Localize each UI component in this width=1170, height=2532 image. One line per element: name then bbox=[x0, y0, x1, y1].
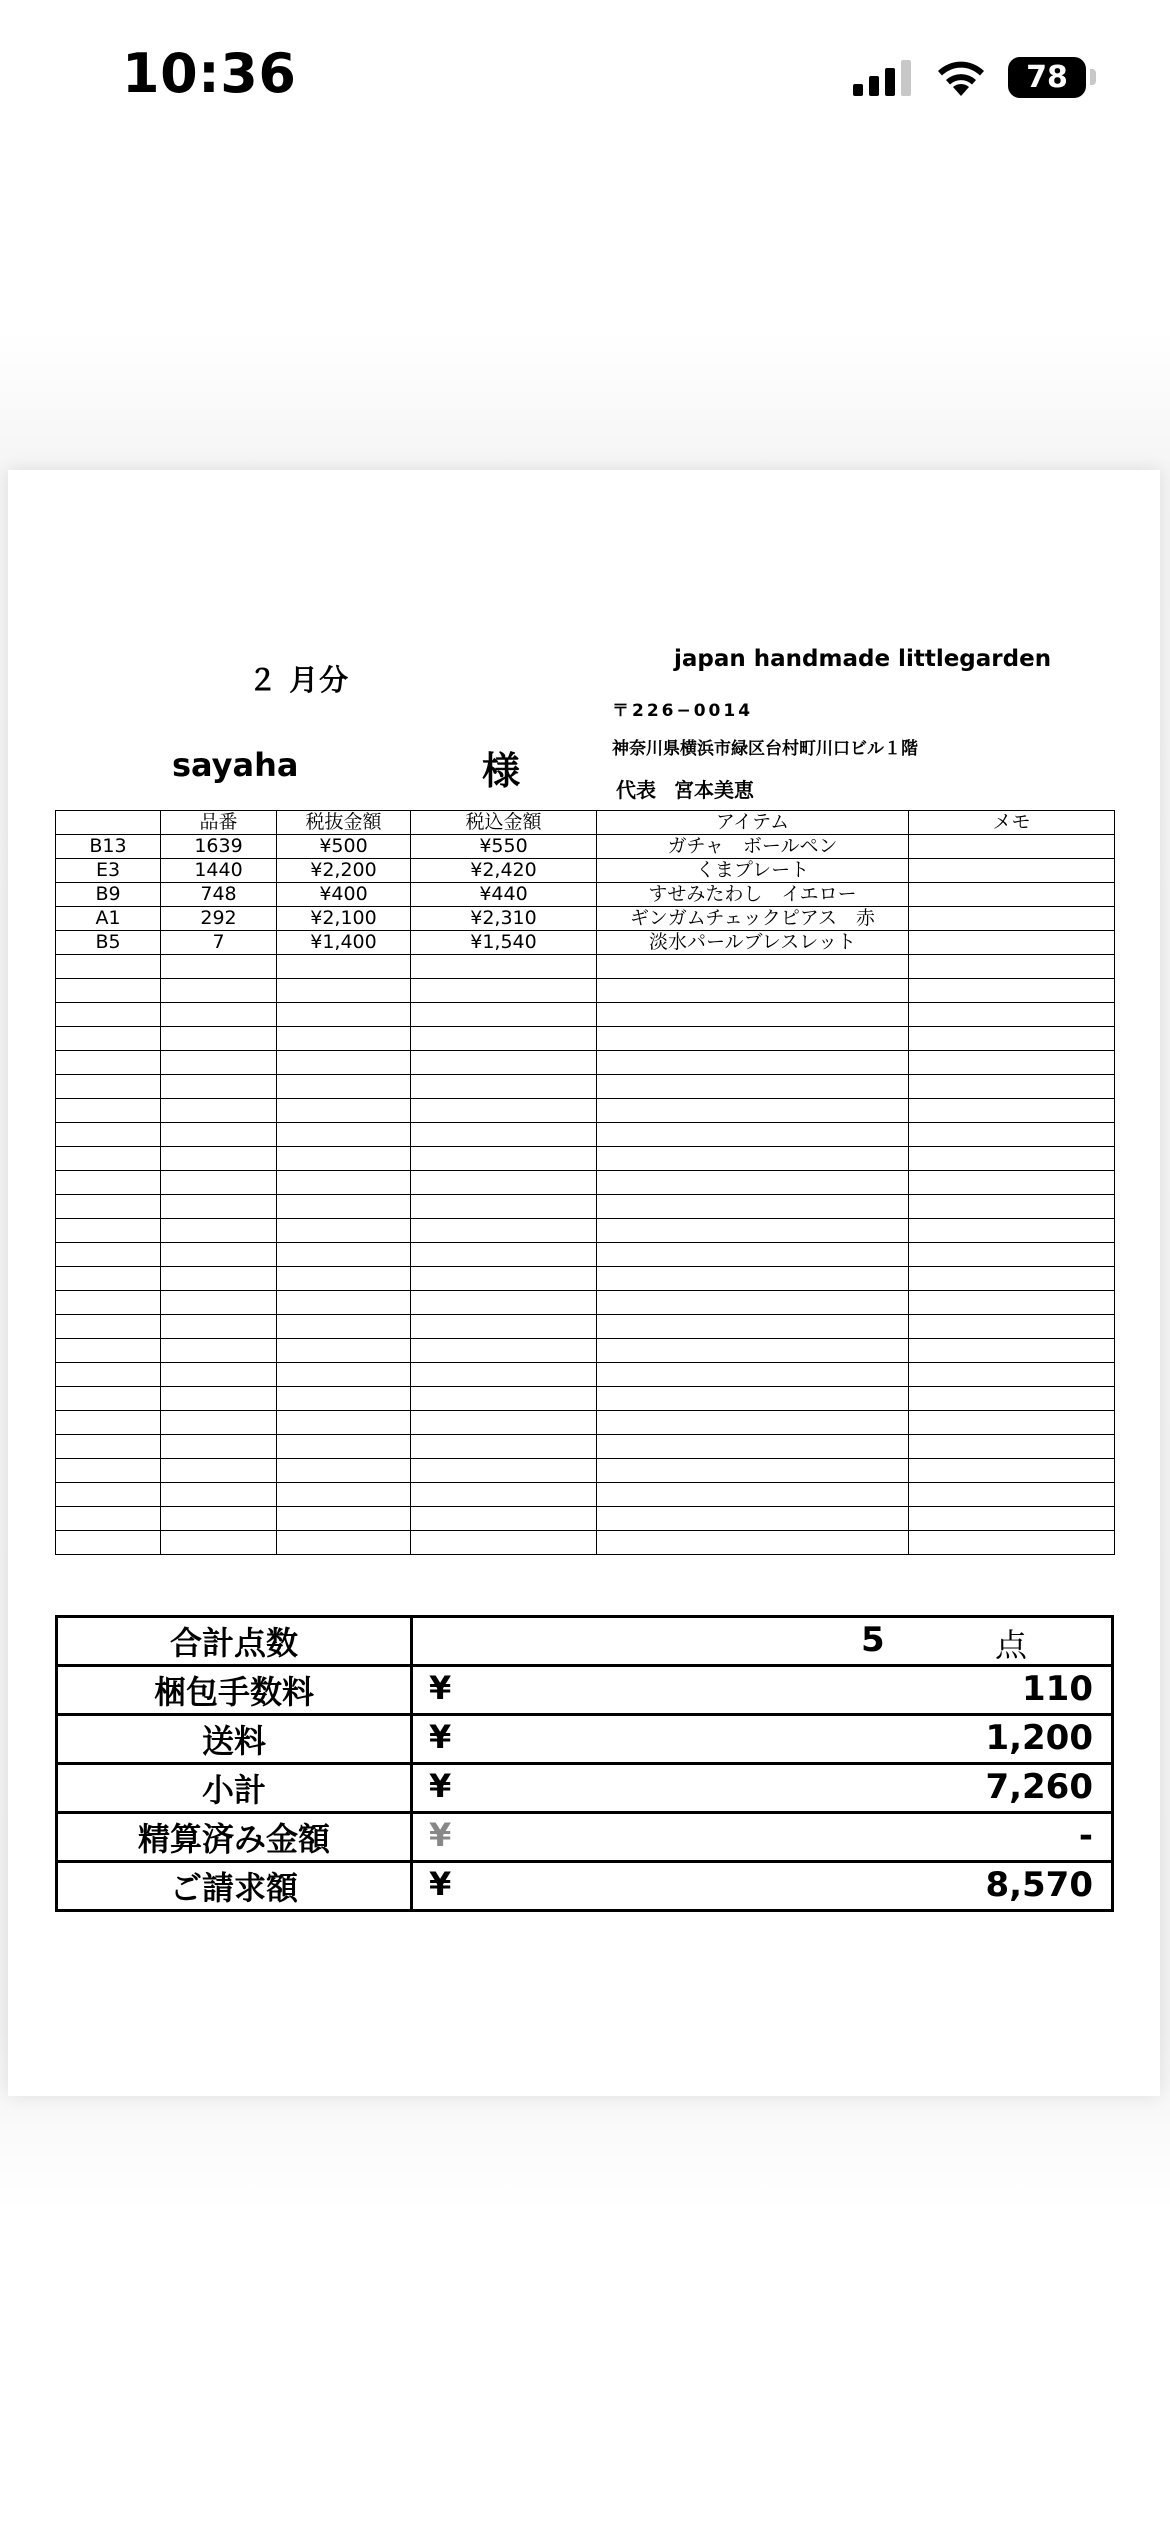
empty-cell bbox=[597, 1243, 909, 1267]
empty-cell bbox=[277, 979, 411, 1003]
empty-cell bbox=[56, 1531, 161, 1555]
empty-cell bbox=[597, 1291, 909, 1315]
empty-cell bbox=[277, 1147, 411, 1171]
empty-cell bbox=[161, 1363, 277, 1387]
empty-cell bbox=[411, 1339, 597, 1363]
cell-memo bbox=[909, 931, 1115, 955]
empty-cell bbox=[161, 1459, 277, 1483]
empty-cell bbox=[597, 1003, 909, 1027]
representative bbox=[616, 774, 754, 803]
empty-table-row bbox=[56, 1435, 1115, 1459]
empty-cell bbox=[277, 1483, 411, 1507]
header-price-excl-tax: 税抜金額 bbox=[277, 811, 411, 835]
empty-cell bbox=[277, 1123, 411, 1147]
empty-cell bbox=[909, 1507, 1115, 1531]
representative-name: 宮本美恵 bbox=[674, 778, 754, 802]
empty-cell bbox=[909, 1387, 1115, 1411]
empty-cell bbox=[56, 1339, 161, 1363]
empty-cell bbox=[277, 955, 411, 979]
yen-sign: ¥ bbox=[429, 1669, 452, 1707]
empty-cell bbox=[411, 1027, 597, 1051]
summary-amount: - bbox=[1078, 1816, 1093, 1856]
empty-table-row bbox=[56, 1099, 1115, 1123]
empty-cell bbox=[597, 1459, 909, 1483]
empty-cell bbox=[161, 1291, 277, 1315]
yen-sign: ¥ bbox=[429, 1816, 452, 1854]
cell-price-incl-tax: ¥550 bbox=[411, 835, 597, 859]
items-header-row bbox=[56, 811, 1115, 835]
summary-value-cell bbox=[412, 1666, 1113, 1715]
empty-cell bbox=[56, 1435, 161, 1459]
empty-cell bbox=[161, 1219, 277, 1243]
summary-amount: 7,260 bbox=[985, 1767, 1093, 1807]
cell-price-incl-tax: ¥1,540 bbox=[411, 931, 597, 955]
empty-cell bbox=[56, 1003, 161, 1027]
cell-price-excl-tax: ¥400 bbox=[277, 883, 411, 907]
empty-table-row bbox=[56, 1459, 1115, 1483]
empty-cell bbox=[909, 1363, 1115, 1387]
empty-cell bbox=[161, 1099, 277, 1123]
empty-cell bbox=[277, 1243, 411, 1267]
table-row bbox=[56, 835, 1115, 859]
empty-cell bbox=[277, 1387, 411, 1411]
empty-cell bbox=[161, 1315, 277, 1339]
cell-item: くまプレート bbox=[597, 859, 909, 883]
summary-row-total-count bbox=[57, 1617, 1113, 1666]
empty-cell bbox=[909, 1219, 1115, 1243]
empty-cell bbox=[411, 1315, 597, 1339]
empty-cell bbox=[277, 1531, 411, 1555]
summary-amount: 110 bbox=[1022, 1669, 1093, 1709]
empty-cell bbox=[161, 1243, 277, 1267]
empty-cell bbox=[411, 1051, 597, 1075]
cell-price-incl-tax: ¥2,420 bbox=[411, 859, 597, 883]
empty-cell bbox=[161, 1147, 277, 1171]
empty-cell bbox=[277, 1051, 411, 1075]
header-item: アイテム bbox=[597, 811, 909, 835]
empty-cell bbox=[411, 1291, 597, 1315]
empty-cell bbox=[597, 1123, 909, 1147]
empty-cell bbox=[597, 1171, 909, 1195]
battery-cap bbox=[1090, 69, 1096, 85]
cell-item: ギンガムチェックピアス 赤 bbox=[597, 907, 909, 931]
empty-cell bbox=[277, 1291, 411, 1315]
empty-cell bbox=[411, 1195, 597, 1219]
customer-name: sayaha bbox=[172, 746, 299, 784]
empty-table-row bbox=[56, 1531, 1115, 1555]
empty-cell bbox=[161, 1171, 277, 1195]
empty-cell bbox=[597, 1387, 909, 1411]
empty-cell bbox=[161, 1411, 277, 1435]
empty-table-row bbox=[56, 955, 1115, 979]
empty-cell bbox=[161, 1003, 277, 1027]
empty-cell bbox=[56, 1291, 161, 1315]
empty-cell bbox=[597, 1507, 909, 1531]
header-price-incl-tax: 税込金額 bbox=[411, 811, 597, 835]
summary-amount: 1,200 bbox=[985, 1718, 1093, 1758]
empty-cell bbox=[56, 1099, 161, 1123]
empty-cell bbox=[161, 1051, 277, 1075]
empty-cell bbox=[411, 1435, 597, 1459]
summary-label: 精算済み金額 bbox=[57, 1813, 412, 1862]
empty-cell bbox=[56, 1075, 161, 1099]
empty-cell bbox=[597, 1027, 909, 1051]
empty-cell bbox=[56, 955, 161, 979]
empty-cell bbox=[56, 1243, 161, 1267]
summary-row bbox=[57, 1715, 1113, 1764]
empty-cell bbox=[597, 1195, 909, 1219]
empty-cell bbox=[161, 1267, 277, 1291]
empty-table-row bbox=[56, 1507, 1115, 1531]
summary-value-cell bbox=[412, 1715, 1113, 1764]
empty-cell bbox=[909, 1003, 1115, 1027]
summary-amount: 8,570 bbox=[985, 1865, 1093, 1905]
summary-row bbox=[57, 1813, 1113, 1862]
empty-table-row bbox=[56, 1003, 1115, 1027]
header-memo: メモ bbox=[909, 811, 1115, 835]
invoice-month: ２ 月分 bbox=[248, 663, 350, 697]
cell-product-number: 748 bbox=[161, 883, 277, 907]
cell-product-number: 1440 bbox=[161, 859, 277, 883]
empty-cell bbox=[277, 1459, 411, 1483]
empty-cell bbox=[597, 1483, 909, 1507]
postal-code: 〒226−0014 bbox=[612, 701, 754, 721]
cell-code: E3 bbox=[56, 859, 161, 883]
empty-table-row bbox=[56, 1387, 1115, 1411]
summary-row bbox=[57, 1862, 1113, 1911]
empty-cell bbox=[411, 1171, 597, 1195]
total-count-unit: 点 bbox=[995, 1626, 1028, 1664]
empty-cell bbox=[277, 1219, 411, 1243]
status-time: 10:36 bbox=[122, 42, 297, 105]
empty-cell bbox=[277, 1099, 411, 1123]
empty-cell bbox=[411, 1003, 597, 1027]
empty-cell bbox=[56, 1195, 161, 1219]
cell-item: ガチャ ボールペン bbox=[597, 835, 909, 859]
empty-cell bbox=[56, 1027, 161, 1051]
empty-cell bbox=[597, 1267, 909, 1291]
empty-cell bbox=[161, 1339, 277, 1363]
empty-cell bbox=[411, 1483, 597, 1507]
honorific: 様 bbox=[482, 749, 521, 793]
summary-label: 小計 bbox=[57, 1764, 412, 1813]
summary-row bbox=[57, 1666, 1113, 1715]
total-count-value: 5 bbox=[861, 1620, 885, 1660]
empty-cell bbox=[277, 1507, 411, 1531]
empty-cell bbox=[56, 1363, 161, 1387]
empty-cell bbox=[411, 1507, 597, 1531]
cell-memo bbox=[909, 859, 1115, 883]
empty-cell bbox=[909, 1195, 1115, 1219]
empty-cell bbox=[909, 1147, 1115, 1171]
empty-cell bbox=[277, 1315, 411, 1339]
empty-table-row bbox=[56, 1123, 1115, 1147]
cell-product-number: 7 bbox=[161, 931, 277, 955]
empty-cell bbox=[277, 1003, 411, 1027]
empty-cell bbox=[56, 1123, 161, 1147]
table-row bbox=[56, 931, 1115, 955]
cell-price-excl-tax: ¥1,400 bbox=[277, 931, 411, 955]
empty-cell bbox=[161, 1075, 277, 1099]
empty-table-row bbox=[56, 1483, 1115, 1507]
empty-table-row bbox=[56, 1243, 1115, 1267]
empty-cell bbox=[161, 955, 277, 979]
empty-cell bbox=[909, 1027, 1115, 1051]
cell-price-incl-tax: ¥440 bbox=[411, 883, 597, 907]
empty-cell bbox=[597, 1363, 909, 1387]
empty-cell bbox=[909, 1315, 1115, 1339]
cell-product-number: 292 bbox=[161, 907, 277, 931]
empty-cell bbox=[909, 979, 1115, 1003]
summary-value-cell bbox=[412, 1764, 1113, 1813]
empty-cell bbox=[909, 1123, 1115, 1147]
empty-table-row bbox=[56, 1027, 1115, 1051]
empty-cell bbox=[909, 1483, 1115, 1507]
empty-cell bbox=[56, 1459, 161, 1483]
company-name: japan handmade littlegarden bbox=[674, 646, 1052, 672]
empty-cell bbox=[56, 1051, 161, 1075]
empty-cell bbox=[277, 1171, 411, 1195]
summary-label: 送料 bbox=[57, 1715, 412, 1764]
cell-memo bbox=[909, 835, 1115, 859]
empty-cell bbox=[56, 1315, 161, 1339]
empty-table-row bbox=[56, 1171, 1115, 1195]
empty-cell bbox=[411, 955, 597, 979]
cell-code: B9 bbox=[56, 883, 161, 907]
empty-cell bbox=[909, 1075, 1115, 1099]
company-address: 神奈川県横浜市緑区台村町川口ビル１階 bbox=[612, 739, 918, 759]
empty-cell bbox=[277, 1267, 411, 1291]
wifi-icon bbox=[934, 56, 988, 98]
empty-cell bbox=[411, 979, 597, 1003]
empty-cell bbox=[56, 1267, 161, 1291]
empty-cell bbox=[56, 1483, 161, 1507]
empty-table-row bbox=[56, 1363, 1115, 1387]
summary-label: 梱包手数料 bbox=[57, 1666, 412, 1715]
empty-cell bbox=[277, 1435, 411, 1459]
empty-cell bbox=[909, 955, 1115, 979]
items-body bbox=[56, 835, 1115, 1555]
empty-cell bbox=[411, 1267, 597, 1291]
empty-cell bbox=[161, 1531, 277, 1555]
summary-label: 合計点数 bbox=[57, 1617, 412, 1666]
empty-cell bbox=[411, 1123, 597, 1147]
summary-value-cell bbox=[412, 1813, 1113, 1862]
empty-cell bbox=[909, 1099, 1115, 1123]
empty-cell bbox=[161, 1123, 277, 1147]
cell-price-excl-tax: ¥2,200 bbox=[277, 859, 411, 883]
cell-price-incl-tax: ¥2,310 bbox=[411, 907, 597, 931]
summary-table bbox=[55, 1615, 1114, 1912]
empty-cell bbox=[277, 1363, 411, 1387]
empty-cell bbox=[411, 1147, 597, 1171]
empty-table-row bbox=[56, 1051, 1115, 1075]
empty-cell bbox=[597, 1315, 909, 1339]
cell-item: 淡水パールブレスレット bbox=[597, 931, 909, 955]
empty-cell bbox=[56, 979, 161, 1003]
empty-cell bbox=[277, 1027, 411, 1051]
empty-cell bbox=[56, 1171, 161, 1195]
representative-label: 代表 bbox=[616, 778, 656, 802]
items-table bbox=[55, 810, 1115, 1555]
empty-table-row bbox=[56, 1267, 1115, 1291]
empty-table-row bbox=[56, 1411, 1115, 1435]
table-row bbox=[56, 859, 1115, 883]
empty-cell bbox=[56, 1411, 161, 1435]
cell-item: すせみたわし イエロー bbox=[597, 883, 909, 907]
empty-cell bbox=[411, 1363, 597, 1387]
summary-row bbox=[57, 1764, 1113, 1813]
empty-cell bbox=[56, 1219, 161, 1243]
empty-cell bbox=[597, 1435, 909, 1459]
invoice-page bbox=[8, 470, 1160, 2096]
empty-cell bbox=[909, 1459, 1115, 1483]
empty-cell bbox=[56, 1507, 161, 1531]
empty-cell bbox=[909, 1435, 1115, 1459]
empty-cell bbox=[909, 1339, 1115, 1363]
empty-cell bbox=[597, 1075, 909, 1099]
yen-sign: ¥ bbox=[429, 1767, 452, 1805]
empty-table-row bbox=[56, 1219, 1115, 1243]
empty-table-row bbox=[56, 1195, 1115, 1219]
empty-cell bbox=[411, 1099, 597, 1123]
empty-cell bbox=[56, 1147, 161, 1171]
empty-cell bbox=[411, 1243, 597, 1267]
empty-cell bbox=[909, 1291, 1115, 1315]
table-row bbox=[56, 907, 1115, 931]
header-code bbox=[56, 811, 161, 835]
empty-cell bbox=[277, 1339, 411, 1363]
empty-table-row bbox=[56, 1075, 1115, 1099]
empty-cell bbox=[909, 1531, 1115, 1555]
cell-code: B5 bbox=[56, 931, 161, 955]
cell-code: B13 bbox=[56, 835, 161, 859]
cell-product-number: 1639 bbox=[161, 835, 277, 859]
empty-cell bbox=[597, 1339, 909, 1363]
empty-cell bbox=[161, 1195, 277, 1219]
summary-value-cell bbox=[412, 1617, 1113, 1666]
empty-cell bbox=[597, 1099, 909, 1123]
cell-price-excl-tax: ¥2,100 bbox=[277, 907, 411, 931]
empty-cell bbox=[161, 1507, 277, 1531]
empty-cell bbox=[909, 1267, 1115, 1291]
empty-cell bbox=[161, 1435, 277, 1459]
empty-table-row bbox=[56, 979, 1115, 1003]
empty-cell bbox=[161, 1387, 277, 1411]
empty-cell bbox=[411, 1219, 597, 1243]
summary-label: ご請求額 bbox=[57, 1862, 412, 1911]
cell-memo bbox=[909, 883, 1115, 907]
header-product-number: 品番 bbox=[161, 811, 277, 835]
empty-cell bbox=[597, 1219, 909, 1243]
yen-sign: ¥ bbox=[429, 1865, 452, 1903]
empty-cell bbox=[411, 1459, 597, 1483]
cell-memo bbox=[909, 907, 1115, 931]
empty-cell bbox=[411, 1075, 597, 1099]
empty-cell bbox=[909, 1171, 1115, 1195]
empty-cell bbox=[597, 1411, 909, 1435]
empty-cell bbox=[161, 979, 277, 1003]
empty-cell bbox=[411, 1387, 597, 1411]
empty-cell bbox=[909, 1411, 1115, 1435]
empty-cell bbox=[277, 1411, 411, 1435]
invoice-document bbox=[8, 470, 1160, 2096]
empty-table-row bbox=[56, 1339, 1115, 1363]
empty-cell bbox=[597, 1147, 909, 1171]
empty-cell bbox=[161, 1027, 277, 1051]
empty-table-row bbox=[56, 1315, 1115, 1339]
summary-value-cell bbox=[412, 1862, 1113, 1911]
empty-cell bbox=[411, 1411, 597, 1435]
empty-table-row bbox=[56, 1291, 1115, 1315]
empty-cell bbox=[909, 1051, 1115, 1075]
empty-cell bbox=[909, 1243, 1115, 1267]
empty-cell bbox=[597, 1051, 909, 1075]
empty-cell bbox=[277, 1195, 411, 1219]
empty-table-row bbox=[56, 1147, 1115, 1171]
table-row bbox=[56, 883, 1115, 907]
empty-cell bbox=[277, 1075, 411, 1099]
summary-body bbox=[57, 1617, 1113, 1911]
battery-icon: 78 bbox=[1008, 57, 1086, 98]
cellular-signal-icon bbox=[853, 60, 913, 96]
empty-cell bbox=[161, 1483, 277, 1507]
cell-code: A1 bbox=[56, 907, 161, 931]
yen-sign: ¥ bbox=[429, 1718, 452, 1756]
cell-price-excl-tax: ¥500 bbox=[277, 835, 411, 859]
empty-cell bbox=[56, 1387, 161, 1411]
empty-cell bbox=[411, 1531, 597, 1555]
empty-cell bbox=[597, 979, 909, 1003]
empty-cell bbox=[597, 1531, 909, 1555]
empty-cell bbox=[597, 955, 909, 979]
